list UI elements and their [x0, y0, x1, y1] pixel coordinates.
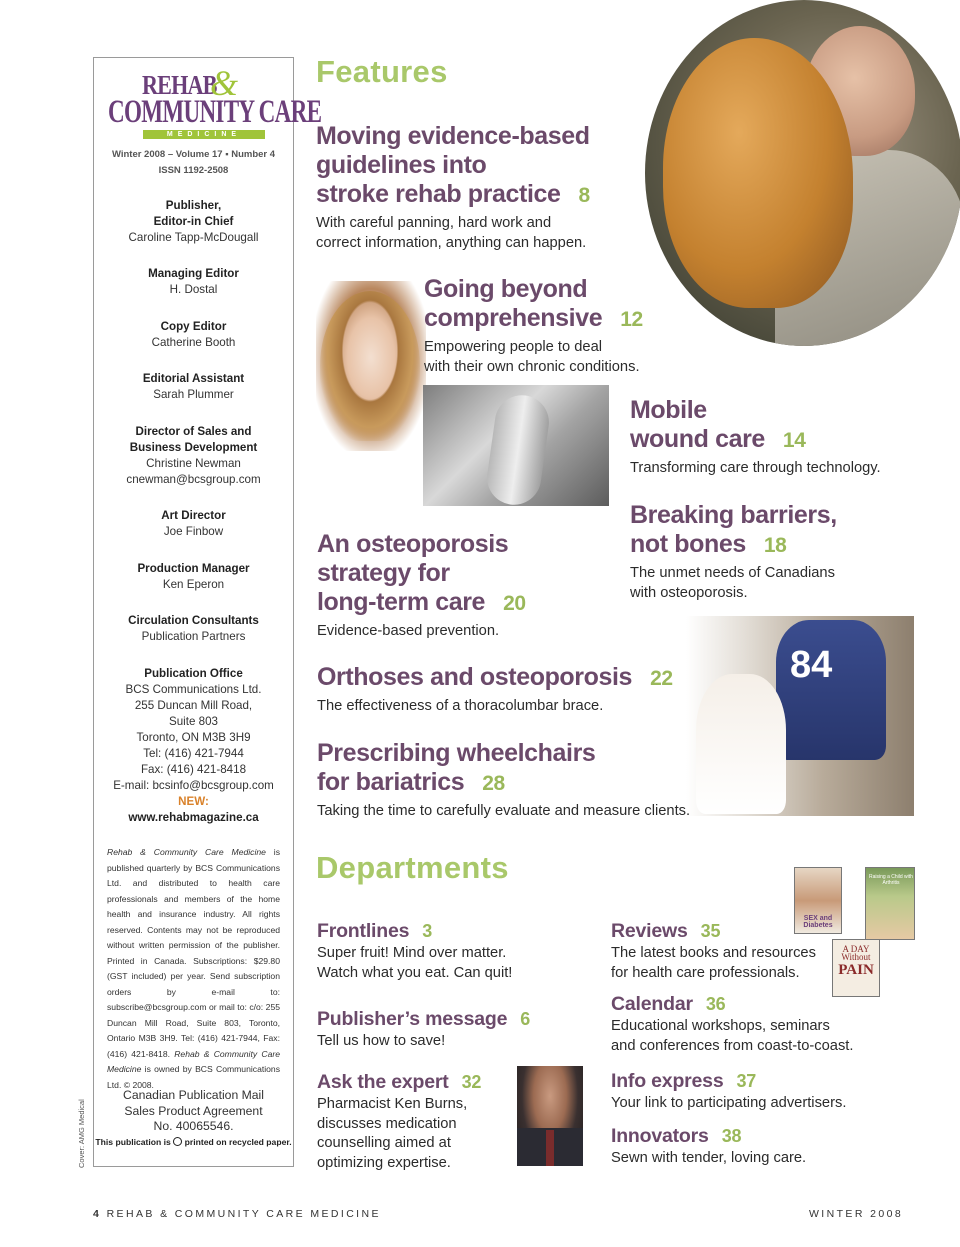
title-text: Publisher’s message — [317, 1008, 508, 1030]
desc-line: Watch what you eat. Can quit! — [317, 964, 513, 981]
desc-line: for health care professionals. — [611, 964, 800, 981]
desc-line: Empowering people to deal — [424, 339, 602, 355]
staff-role: Director of Sales and — [135, 425, 252, 438]
article-title — [317, 663, 707, 693]
photo-smiling-woman — [316, 281, 426, 451]
desc-line: Evidence-based prevention. — [317, 623, 500, 639]
page-number: 32 — [461, 1072, 482, 1092]
desc-line: Sewn with tender, loving care. — [611, 1150, 807, 1166]
feature-article-orthoses[interactable] — [317, 663, 707, 717]
book-title: SEX and Diabetes — [803, 915, 833, 929]
article-title — [630, 501, 930, 560]
photo-shape — [776, 620, 886, 760]
office-line: 255 Duncan Mill Road, — [134, 699, 253, 712]
page-number: 22 — [650, 667, 673, 690]
staff-email[interactable]: cnewman@bcsgroup.com — [126, 473, 261, 486]
staff-publisher — [94, 198, 293, 246]
title-line: not bones — [630, 530, 746, 558]
issue-info — [94, 147, 293, 179]
book-title: Without — [841, 952, 871, 962]
photo-clinic-assessment — [686, 616, 914, 816]
staff-copy-editor — [94, 319, 293, 351]
footer-magazine-name: REHAB & COMMUNITY CARE MEDICINE — [106, 1208, 381, 1220]
masthead-box — [93, 57, 322, 1167]
logo-line-2: COMMUNITY CARE — [108, 94, 322, 130]
desc-line: Super fruit! Mind over matter. — [317, 945, 507, 961]
article-description — [630, 564, 930, 603]
department-title — [611, 1069, 881, 1093]
staff-art-director — [94, 508, 293, 540]
book-cover-sex-and-diabetes — [794, 867, 842, 934]
staff-name: Publication Partners — [141, 630, 246, 643]
department-title — [317, 919, 567, 943]
photo-shape — [320, 291, 420, 441]
staff-managing-editor — [94, 266, 293, 298]
title-text: Frontlines — [317, 920, 410, 942]
title-line: wound care — [630, 425, 765, 453]
desc-line: optimizing expertise. — [317, 1154, 451, 1171]
desc-line: The effectiveness of a thoracolumbar brace. — [317, 698, 604, 714]
desc-line: Your link to participating advertisers. — [611, 1095, 847, 1111]
footer-page-number: 4 — [93, 1208, 102, 1220]
department-description — [317, 1095, 517, 1173]
page-number: 37 — [736, 1071, 757, 1091]
page-number: 6 — [520, 1009, 531, 1029]
mail-line: Sales Product Agreement — [124, 1103, 263, 1118]
features-heading: Features — [316, 54, 448, 89]
title-text: Reviews — [611, 920, 688, 942]
title-line: Breaking barriers, — [630, 501, 837, 529]
staff-name: Caroline Tapp-McDougall — [128, 231, 259, 244]
department-description — [317, 944, 567, 983]
desc-line: correct information, anything can happen. — [316, 234, 587, 251]
recycle-icon — [173, 1137, 182, 1146]
article-description — [317, 697, 707, 717]
website-link[interactable]: www.rehabmagazine.ca — [128, 811, 259, 824]
recycled-notice — [94, 1137, 293, 1147]
department-info-express[interactable] — [611, 1069, 881, 1114]
desc-line: counselling aimed at — [317, 1135, 451, 1151]
publication-office — [94, 666, 293, 826]
page-number: 8 — [578, 184, 590, 207]
article-description — [317, 622, 617, 642]
staff-editorial-assistant — [94, 371, 293, 403]
office-line: Toronto, ON M3B 3H9 — [136, 731, 251, 744]
book-cover-child-arthritis — [865, 867, 915, 940]
staff-name: H. Dostal — [169, 283, 218, 296]
book-title: Raising a Child with Arthritis — [869, 874, 913, 886]
title-line: Going beyond — [424, 275, 588, 303]
legal-text: is published quarterly by BCS Communications Ltd. and distributed to health care professionals and members of the home health and insurance industry. All rights reserved. Contents may not be reproduced without written permission of the publisher. Printed in Canada. Subscriptions: $29.80 (GST included) per year. Send subscription orders by e-mail to: subscribe@bcsgroup.com or mail to: c/o: 255 Duncan Mill Road, Suite 803, Toronto, Ontario M3B 3H9. Tel: (416) 421-7944, Fax: (416) 421-8418. — [107, 847, 280, 1059]
logo-line-1: REHAB — [142, 70, 217, 100]
office-line: BCS Communications Ltd. — [125, 683, 262, 696]
staff-name: Ken Eperon — [162, 578, 225, 591]
staff-role: Managing Editor — [148, 267, 239, 280]
photo-shape — [484, 392, 553, 506]
book-cover-a-day-without-pain — [832, 939, 880, 997]
staff-production-manager — [94, 561, 293, 593]
feature-article-stroke[interactable] — [316, 122, 646, 253]
department-description — [611, 1017, 881, 1056]
article-title — [317, 530, 617, 618]
article-title — [424, 275, 664, 334]
cover-photo-dog-and-man — [645, 0, 960, 346]
department-title — [611, 992, 881, 1016]
staff-role: Production Manager — [137, 562, 250, 575]
staff-role: Copy Editor — [160, 320, 227, 333]
desc-line: discusses medication — [317, 1115, 457, 1132]
article-description — [317, 802, 717, 822]
department-description — [611, 1149, 881, 1169]
article-description — [630, 459, 930, 479]
photo-bandaged-hand — [423, 385, 609, 506]
staff-circulation — [94, 613, 293, 645]
staff-name: Christine Newman — [146, 457, 241, 470]
department-description — [611, 944, 841, 983]
departments-heading: Departments — [316, 850, 509, 885]
title-line: Prescribing wheelchairs — [317, 739, 596, 767]
office-email[interactable]: E-mail: bcsinfo@bcsgroup.com — [113, 779, 274, 792]
desc-line: Pharmacist Ken Burns, — [317, 1096, 468, 1112]
department-description — [317, 1032, 567, 1052]
staff-name: Catherine Booth — [151, 336, 236, 349]
title-line: guidelines into — [316, 151, 487, 179]
page-number: 20 — [503, 592, 526, 615]
legal-pub-name: Rehab & Community Care Medicine — [107, 1048, 280, 1074]
office-heading: Publication Office — [144, 667, 243, 680]
page-number: 36 — [705, 994, 726, 1014]
page-number: 12 — [620, 308, 643, 331]
staff-role: Editor-in Chief — [153, 215, 234, 228]
page-number: 28 — [482, 772, 505, 795]
article-description — [424, 338, 664, 377]
title-line: comprehensive — [424, 304, 603, 332]
desc-line: with osteoporosis. — [630, 584, 748, 601]
staff-role: Publisher, — [165, 199, 222, 212]
logo-medicine-bar: MEDICINE — [143, 130, 265, 139]
desc-line: Tell us how to save! — [317, 1033, 446, 1049]
staff-sales-director — [94, 424, 293, 488]
page-number: 38 — [721, 1126, 742, 1146]
article-title — [630, 396, 930, 455]
feature-article-wheelchairs[interactable] — [317, 739, 717, 822]
photo-shape — [546, 1130, 554, 1166]
staff-role: Art Director — [161, 509, 226, 522]
page-number: 14 — [782, 429, 806, 452]
legal-notice — [107, 845, 280, 1093]
page-number: 35 — [700, 921, 721, 941]
book-title: PAIN — [838, 962, 874, 978]
feature-article-wound-care[interactable] — [630, 396, 930, 479]
desc-line: Transforming care through technology. — [630, 460, 881, 476]
feature-article-comprehensive[interactable] — [424, 275, 664, 377]
title-line: Mobile — [630, 396, 707, 424]
desc-line: The latest books and resources — [611, 945, 816, 961]
title-line: Orthoses and osteoporosis — [317, 663, 633, 691]
staff-role: Editorial Assistant — [142, 372, 245, 385]
issn: ISSN 1192-2508 — [158, 165, 229, 176]
feature-article-breaking-barriers[interactable] — [630, 501, 930, 603]
photo-pharmacist-portrait — [517, 1066, 583, 1166]
office-line: Suite 803 — [169, 715, 218, 728]
department-publishers-message[interactable] — [317, 1007, 567, 1052]
department-title — [317, 1007, 567, 1031]
logo-ampersand: & — [210, 63, 239, 103]
title-line: strategy for — [317, 559, 450, 587]
article-description — [316, 214, 646, 253]
issue-line: Winter 2008 – Volume 17 ▪ Number 4 — [111, 149, 276, 160]
footer-left — [93, 1208, 381, 1220]
department-calendar[interactable] — [611, 992, 881, 1056]
title-text: Innovators — [611, 1125, 709, 1147]
department-title — [611, 1124, 881, 1148]
article-title — [317, 739, 717, 798]
recycled-text: This publication is — [95, 1137, 171, 1147]
department-ask-the-expert[interactable] — [317, 1070, 517, 1173]
feature-article-osteoporosis-strategy[interactable] — [317, 530, 617, 642]
staff-role: Business Development — [129, 441, 258, 454]
mail-agreement — [94, 1088, 293, 1135]
legal-text: is owned by BCS Communications Ltd. © 2008. — [107, 1064, 280, 1090]
desc-line: With careful panning, hard work and — [316, 215, 552, 231]
staff-role: Circulation Consultants — [128, 614, 259, 627]
department-innovators[interactable] — [611, 1124, 881, 1169]
department-frontlines[interactable] — [317, 919, 567, 983]
department-description — [611, 1094, 881, 1114]
desc-line: Taking the time to carefully evaluate and measure clients. — [317, 803, 691, 819]
jersey-number: 84 — [790, 644, 833, 686]
title-line: stroke rehab practice — [316, 180, 561, 208]
page-number: 3 — [422, 921, 433, 941]
desc-line: with their own chronic conditions. — [424, 358, 640, 375]
office-line: Tel: (416) 421-7944 — [143, 747, 244, 760]
desc-line: Educational workshops, seminars — [611, 1018, 830, 1034]
staff-name: Joe Finbow — [163, 525, 224, 538]
desc-line: and conferences from coast-to-coast. — [611, 1037, 854, 1054]
legal-pub-name: Rehab & Community Care Medicine — [107, 847, 266, 857]
mail-line: Canadian Publication Mail — [123, 1088, 264, 1102]
title-text: Info express — [611, 1070, 724, 1092]
title-text: Calendar — [611, 993, 693, 1015]
new-label: NEW: — [178, 795, 209, 808]
title-line: Moving evidence-based — [316, 122, 590, 150]
book-title: A DAY — [842, 944, 870, 954]
desc-line: The unmet needs of Canadians — [630, 565, 835, 581]
staff-name: Sarah Plummer — [153, 388, 234, 401]
title-line: An osteoporosis — [317, 530, 509, 558]
title-line: long-term care — [317, 588, 486, 616]
article-title — [316, 122, 646, 210]
title-text: Ask the expert — [317, 1071, 449, 1093]
page-number: 18 — [763, 534, 787, 557]
office-line: Fax: (416) 421-8418 — [140, 763, 247, 776]
cover-credit: Cover: AMG Medical — [77, 1099, 86, 1168]
department-title — [317, 1070, 517, 1094]
title-line: for bariatrics — [317, 768, 465, 796]
footer-season: WINTER 2008 — [809, 1208, 904, 1220]
recycled-text: printed on recycled paper. — [184, 1137, 292, 1147]
magazine-logo — [94, 63, 322, 146]
mail-line: No. 40065546. — [153, 1119, 234, 1133]
